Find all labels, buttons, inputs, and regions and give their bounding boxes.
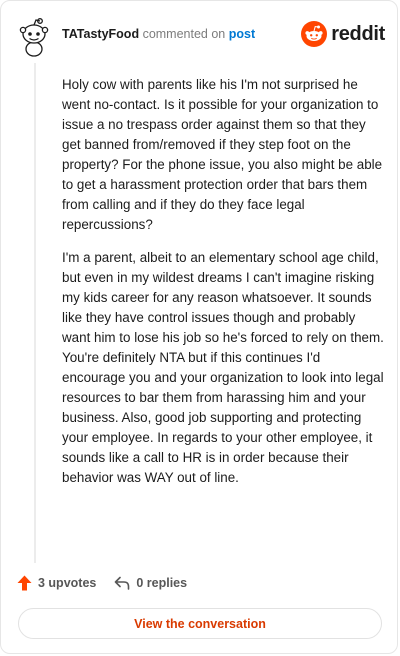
reddit-wordmark: reddit	[331, 22, 385, 45]
reply-count: 0 replies	[136, 576, 188, 590]
comment-header	[1, 1, 399, 69]
author-line	[62, 26, 255, 42]
thread-line	[34, 63, 36, 563]
post-link[interactable]: post	[228, 27, 256, 41]
upvote-count: 3 upvotes	[38, 576, 97, 590]
upvote-stat[interactable]	[17, 575, 96, 591]
snoo-avatar-icon[interactable]	[19, 17, 49, 57]
comment-footer	[17, 571, 187, 595]
reddit-brand[interactable]	[301, 20, 385, 48]
comment-paragraph: I'm a parent, albeit to an elementary school age child, but even in my wildest dreams I can't imagine risking my kids career for any reason whatsoever. It sounds like they have control issues though and probably want him to lose his job so he's forced to rely on them. You're definitely NTA but if this continues I'd encourage you and your organization to look into legal resources to bar them from harassing him and your business. Also, good job supporting and protecting your employee. In regards to your other employee, it sounds like a call to HR is in order because their behavior was WAY out of line.	[62, 250, 384, 485]
view-conversation-button[interactable]: View the conversation	[18, 608, 382, 639]
author-username[interactable]: TATastyFood	[62, 27, 140, 41]
comment-body	[62, 75, 384, 501]
reply-stat[interactable]	[114, 576, 187, 590]
reddit-logo-icon	[301, 21, 327, 47]
comment-paragraph: Holy cow with parents like his I'm not surprised he went no-contact. Is it possible for your organization to issue a no trespass order against them so that they get banned from/removed if they step foot on the property? For the phone issue, you also might be able to get a harassment protection order that bars them from calling and if they do they face legal repercussions?	[62, 77, 383, 232]
upvote-arrow-icon	[17, 575, 32, 591]
reply-arrow-icon	[114, 576, 130, 590]
comment-action-text: commented on	[142, 27, 226, 41]
